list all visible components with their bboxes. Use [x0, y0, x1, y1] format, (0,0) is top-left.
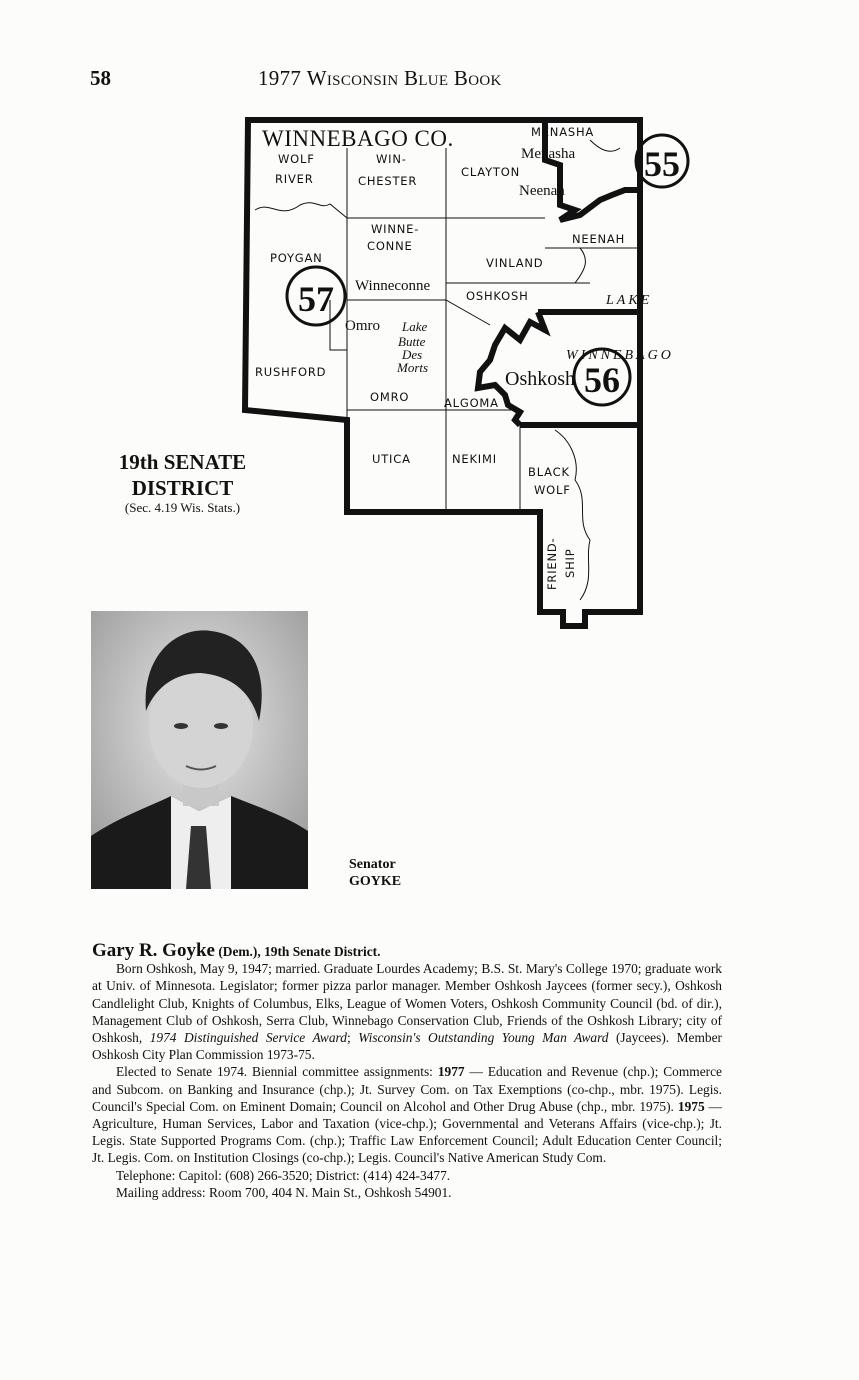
city-menasha: Menasha: [521, 146, 576, 162]
senator-name: Gary R. Goyke: [92, 940, 215, 961]
county-label: WINNEBAGO CO.: [262, 126, 454, 151]
district-title: [90, 449, 275, 501]
award-1: 1974 Distinguished Service Award: [149, 1030, 347, 1046]
party-affiliation: (Dem.),: [218, 944, 261, 959]
district-55-label: 55: [644, 144, 680, 184]
bio-para2-end: — Agriculture, Human Services, Labor and Taxation (vice-chp.); Governmental and Veterans Affairs (vice-chp.); Jt. Legis. State Supported Programs Com. (chp.); Traffic Law Enforcement Council; Adult Education Center Council; Jt. Legis. Com. on Institution Closings (co-chp.); Legis. Council's Native American Study Com.: [92, 1098, 722, 1166]
bio-para2-start: Elected to Senate 1974. Biennial committee assignments:: [116, 1064, 433, 1080]
bio-paragraph-2: [92, 1063, 722, 1166]
town-poygan: POYGAN: [270, 251, 323, 265]
town-clayton: CLAYTON: [461, 165, 520, 179]
town-wolf-river-2: RIVER: [275, 172, 314, 186]
town-black-wolf-1: BLACK: [528, 465, 570, 479]
lake-butte-2: Butte: [398, 334, 426, 349]
mailing-address: Mailing address: Room 700, 404 N. Main St., Oshkosh 54901.: [116, 1184, 452, 1200]
award-2: Wisconsin's Outstanding Young Man Award: [358, 1030, 609, 1046]
town-black-wolf-2: WOLF: [534, 483, 571, 497]
town-vinland: VINLAND: [486, 256, 544, 270]
lake-butte-3: Des: [402, 347, 423, 362]
telephone-line: Telephone: Capitol: (608) 266-3520; District: (414) 424-3477.: [116, 1167, 451, 1183]
district-map: [0, 0, 859, 650]
caption-name: GOYKE: [349, 874, 402, 889]
lake-butte-1: Lake: [402, 319, 428, 334]
town-winchester-2: CHESTER: [358, 174, 418, 188]
book-year: 1977: [258, 66, 302, 90]
town-algoma: ALGOMA: [444, 396, 499, 410]
city-oshkosh: Oshkosh: [505, 368, 576, 390]
page-number: 58: [90, 66, 111, 90]
town-nekimi: NEKIMI: [452, 452, 497, 466]
town-wolf-river-1: WOLF: [278, 152, 315, 166]
bio-para2-mid: — Education and Revenue (chp.); Commerce and Subcom. on Banking and Insurance (chp.); Jt. Survey Com. on Tax Exemptions (co-chp., mbr. 1975). Legis. Council's Special Com. on Eminent Domain; Council on Alcohol and Other Drug Abuse (chp., mbr. 1975).: [92, 1064, 722, 1114]
senator-portrait: [91, 611, 308, 889]
town-utica: UTICA: [372, 452, 411, 466]
book-title: Wisconsin Blue Book: [306, 66, 502, 90]
caption-title: Senator: [349, 857, 396, 872]
town-rushford: RUSHFORD: [255, 365, 327, 379]
city-winneconne: Winneconne: [355, 278, 431, 294]
bio-paragraph-1: [92, 960, 722, 1063]
senate-district: 19th Senate District.: [264, 944, 381, 959]
town-oshkosh: OSHKOSH: [466, 289, 529, 303]
town-omro: OMRO: [370, 390, 410, 404]
district-56-label: 56: [584, 360, 620, 400]
town-winchester-1: WIN-: [376, 152, 407, 166]
lake-label-1: LAKE: [606, 293, 653, 308]
town-winneconne-2: CONNE: [367, 239, 413, 253]
lake-butte-4: Morts: [397, 360, 429, 375]
town-friendship-2: SHIP: [563, 548, 577, 578]
year-1975: 1975: [677, 1098, 705, 1114]
award-separator: ;: [346, 1030, 351, 1046]
district-57-label: 57: [298, 279, 334, 319]
town-friendship-1: FRIEND-: [545, 537, 559, 590]
city-omro: Omro: [345, 318, 380, 334]
district-title-line2: DISTRICT: [131, 476, 234, 500]
bio-para1-text: Born Oshkosh, May 9, 1947; married. Graduate Lourdes Academy; B.S. St. Mary's College 1970; graduate work at Univ. of Minnesota. Legislator; former pizza parlor manager. Member Oshkosh Jaycees (former secy.), Oshkosh Candlelight Club, Knights of Columbus, Elks, League of Women Voters, Oshkosh Community Council (bd. of dir.), Management Club of Oshkosh, Serra Club, Winnebago Conservation Club, Friends of the Oshkosh Library; city of Oshkosh,: [92, 961, 722, 1046]
district-statute: (Sec. 4.19 Wis. Stats.): [124, 500, 241, 515]
lake-label-2: WINNEBAGO: [566, 348, 674, 363]
bio-heading: [92, 942, 722, 960]
year-1977: 1977: [437, 1064, 465, 1080]
city-neenah: Neenah: [519, 183, 565, 199]
biography: [92, 942, 722, 1201]
town-winneconne-1: WINNE-: [371, 222, 420, 236]
bio-para1-end: (Jaycees). Member Oshkosh City Plan Commission 1973-75.: [92, 1030, 722, 1063]
town-neenah: NEENAH: [572, 232, 626, 246]
district-title-line1: 19th SENATE: [118, 450, 247, 474]
town-menasha: MENASHA: [531, 125, 595, 139]
